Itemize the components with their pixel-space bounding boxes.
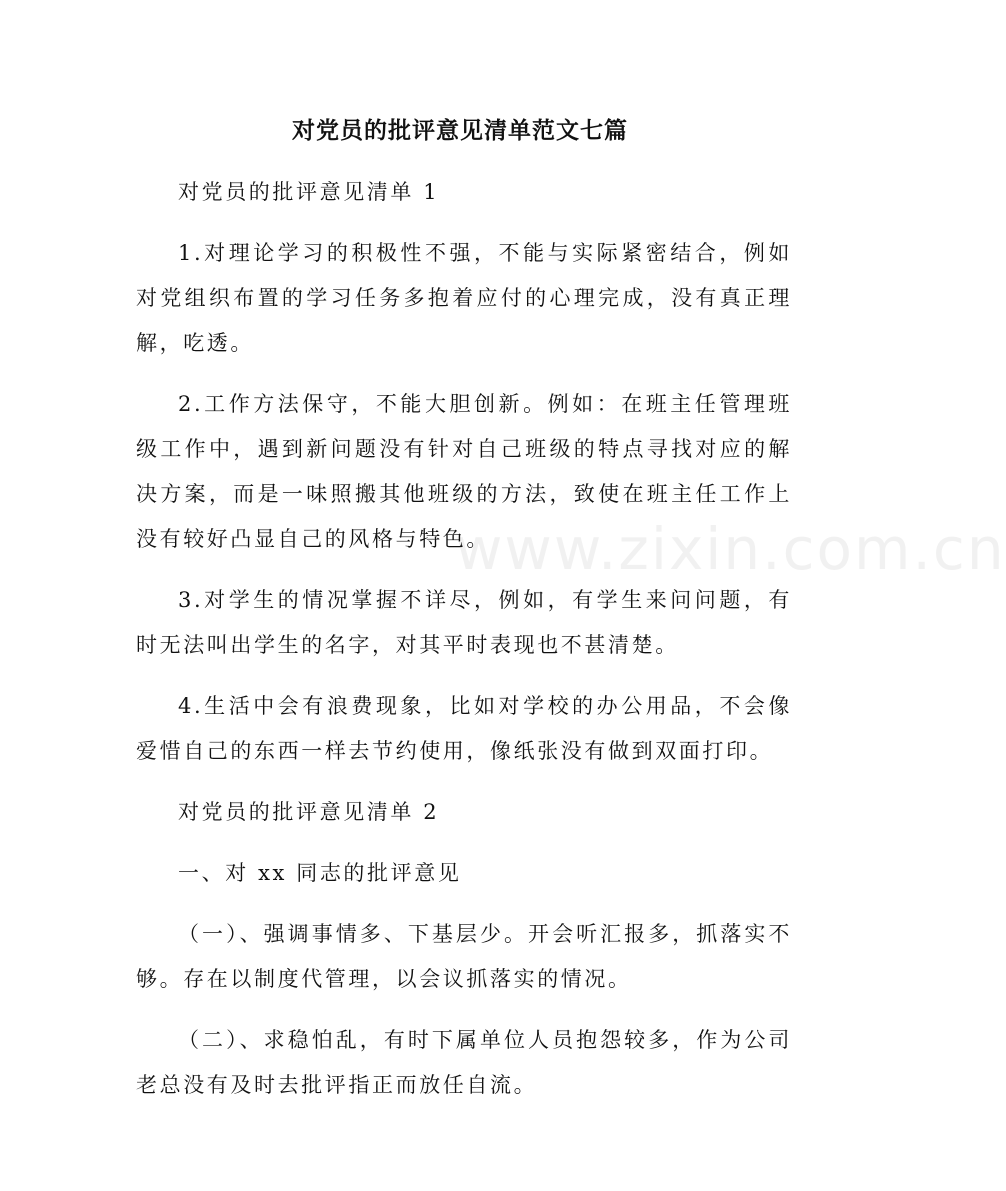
paragraph: 2.工作方法保守，不能大胆创新。例如：在班主任管理班级工作中，遇到新问题没有针对自己班级的特点寻找对应的解决方案，而是一味照搬其他班级的方法，致使在班主任工作上没有较好凸显自己的风格与特色。 <box>136 392 792 551</box>
subsection-heading: 一、对 xx 同志的批评意见 <box>178 861 462 885</box>
watermark: www.zixin.com.cn <box>455 515 1006 583</box>
paragraph: 3.对学生的情况掌握不详尽，例如，有学生来问问题，有时无法叫出学生的名字，对其平时表现也不甚清楚。 <box>136 588 792 657</box>
paragraph: （一）、强调事情多、下基层少。开会听汇报多，抓落实不够。存在以制度代管理，以会议抓落实的情况。 <box>136 922 792 991</box>
section-heading-2: 对党员的批评意见清单 2 <box>178 800 440 824</box>
document-title: 对党员的批评意见清单范文七篇 <box>292 117 628 144</box>
document-body <box>136 170 792 1124</box>
section-heading-1: 对党员的批评意见清单 1 <box>178 180 440 204</box>
paragraph: 1.对理论学习的积极性不强，不能与实际紧密结合，例如对党组织布置的学习任务多抱着应付的心理完成，没有真正理解，吃透。 <box>136 241 792 355</box>
paragraph: 4.生活中会有浪费现象，比如对学校的办公用品，不会像爱惜自己的东西一样去节约使用，像纸张没有做到双面打印。 <box>136 694 792 763</box>
paragraph: （二）、求稳怕乱，有时下属单位人员抱怨较多，作为公司老总没有及时去批评指正而放任自流。 <box>136 1028 792 1097</box>
